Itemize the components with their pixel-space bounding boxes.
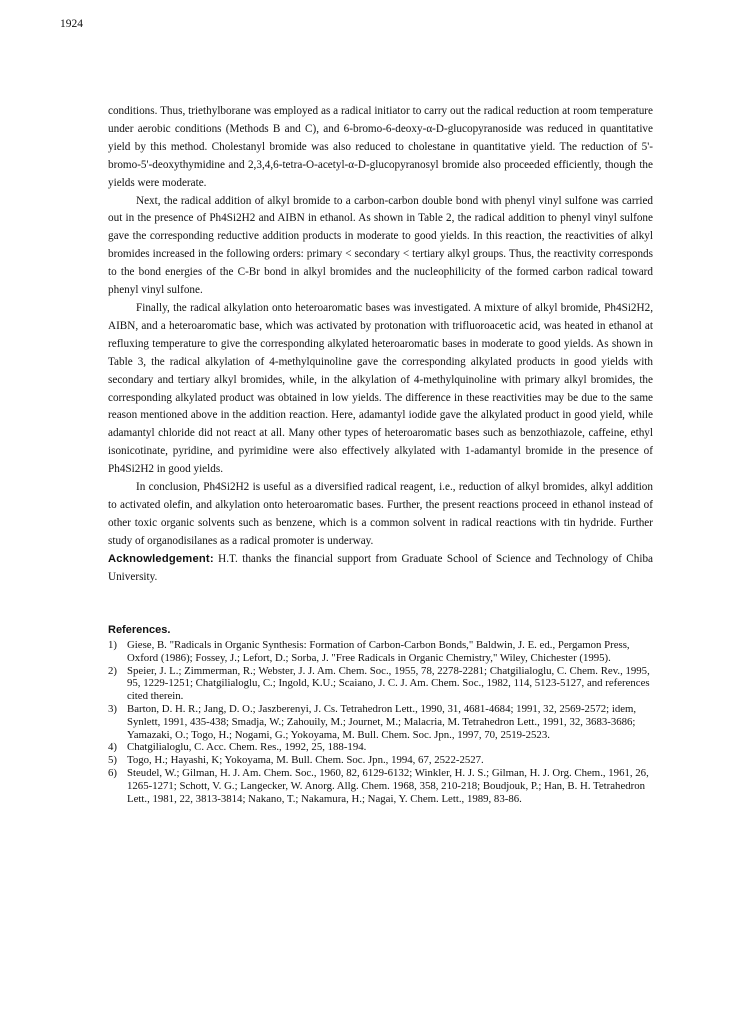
acknowledgement [108, 551, 653, 587]
reference-item [108, 703, 653, 741]
paragraph-conclusion: In conclusion, Ph4Si2H2 is useful as a diversified radical reagent, i.e., reduction of alkyl bromides, alkyl addition to activated olefin, and alkylation onto heteroaromatic bases. Further, the present reactions proceed in ethanol instead of other toxic organic solvents such as benzene, which is a common solvent in radical reactions with tin hydride. Further study of organodisilanes as a radical promoter is underway. [108, 481, 653, 547]
page-number: 1924 [60, 18, 83, 30]
body-text [108, 103, 653, 586]
reference-item [108, 767, 653, 805]
reference-item [108, 665, 653, 703]
reference-text: Giese, B. "Radicals in Organic Synthesis: Formation of Carbon-Carbon Bonds," Baldwin, J. E. ed., Pergamon Press, Oxford (1986); Fossey, J.; Lefort, D.; Sorba, J. "Free Radicals in Organic Chemistry," Wiley, Chichester (1995). [127, 639, 630, 664]
reference-number: 4) [108, 741, 117, 754]
reference-text: Chatgilialoglu, C. Acc. Chem. Res., 1992, 25, 188-194. [127, 741, 367, 754]
reference-text: Steudel, W.; Gilman, H. J. Am. Chem. Soc., 1960, 82, 6129-6132; Winkler, H. J. S.; Gilman, H. J. Org. Chem., 1961, 26, 1265-1271; Schott, V. G.; Langecker, W. Anorg. Allg. Chem. 1968, 358, 210-218; Boudjouk, P.; Han, B. H. Tetrahedron Lett., 1981, 22, 3813-3814; Nakano, T.; Nakamura, H.; Nagai, Y. Chem. Lett., 1989, 83-86. [127, 766, 649, 805]
reference-text: Speier, J. L.; Zimmerman, R.; Webster, J. J. Am. Chem. Soc., 1955, 78, 2278-2281; Chatgilialoglu, C. Chem. Rev., 1995, 95, 1229-1251; Chatgilialoglu, C.; Ingold, K.U.; Scaiano, J. C. J. Am. Chem. Soc., 1982, 114, 5123-5127, and references cited therein. [127, 664, 650, 703]
acknowledgement-label: Acknowledgement: [108, 552, 214, 565]
reference-text: Togo, H.; Hayashi, K; Yokoyama, M. Bull. Chem. Soc. Jpn., 1994, 67, 2522-2527. [127, 754, 484, 767]
reference-text: Barton, D. H. R.; Jang, D. O.; Jaszberenyi, J. Cs. Tetrahedron Lett., 1990, 31, 4681-4684; 1991, 32, 2569-2572; idem, Synlett, 1991, 435-438; Smadja, W.; Zahouily, M.; Journet, M.; Malacria, M. Tetrahedron Lett., 1991, 32, 3683-3686; Yamazaki, O.; Togo, H.; Nogami, G.; Yokoyama, M. Bull. Chem. Soc. Jpn., 1997, 70, 2519-2523. [127, 702, 637, 741]
references-heading: References. [108, 624, 171, 636]
reference-item [108, 754, 653, 767]
reference-number: 5) [108, 754, 117, 767]
reference-number: 6) [108, 766, 117, 779]
acknowledgement-text: H.T. thanks the financial support from Graduate School of Science and Technology of Chiba University. [108, 552, 653, 583]
references-list [108, 639, 653, 805]
paragraph-conditions: conditions. Thus, triethylborane was employed as a radical initiator to carry out the radical reduction at room temperature under aerobic conditions (Methods B and C), and 6-bromo-6-deoxy-α-D-glucopyranoside was reduced in quantitative yield by this method. Cholestanyl bromide was also reduced to cholestane in quantitative yield. The reduction of 5'-bromo-5'-deoxythymidine and 2,3,4,6-tetra-O-acetyl-α-D-glucopyranosyl bromide also proceeded efficiently, though the yields were moderate. [108, 105, 653, 189]
reference-number: 2) [108, 664, 117, 677]
reference-number: 1) [108, 639, 117, 651]
paragraph-radical-alkylation: Finally, the radical alkylation onto heteroaromatic bases was investigated. A mixture of alkyl bromide, Ph4Si2H2, AIBN, and a heteroaromatic base, which was activated by protonation with trifluoroacetic acid, was heated in ethanol at refluxing temperature to give the corresponding alkylated heteroaromatic bases in moderate to good yields. As shown in Table 3, the radical alkylation of 4-methylquinoline gave the corresponding alkylated products in good yields with secondary and tertiary alkyl bromides, while, in the alkylation of 4-methylquinoline with primary alkyl bromides, the corresponding alkylated product was obtained in low yields. The difference in these reactivities may be due to the same reason mentioned above in the addition reaction. Here, adamantyl iodide gave the alkylated product in good yield, while adamantyl chloride did not react at all. Many other types of heteroaromatic bases such as benzothiazole, caffeine, ethyl isonicotinate, pyridine, and pyrimidine were also effectively alkylated with 1-adamantyl bromide in the presence of Ph4Si2H2 in good yields. [108, 301, 653, 476]
reference-number: 3) [108, 702, 117, 715]
paragraph-radical-addition: Next, the radical addition of alkyl bromide to a carbon-carbon double bond with phenyl vinyl sulfone was carried out in the presence of Ph4Si2H2 and AIBN in ethanol. As shown in Table 2, the radical addition to phenyl vinyl sulfone gave the corresponding reductive addition products in moderate to good yields. In this reaction, the reactivities of alkyl bromides increased in the following orders: primary < secondary < tertiary alkyl groups. Thus, the reactivity corresponds to the bond energies of the C-Br bond in alkyl bromides and the nucleophilicity of the formed carbon radical toward phenyl vinyl sulfone. [108, 194, 653, 297]
reference-item [108, 741, 653, 754]
reference-item [108, 639, 653, 665]
